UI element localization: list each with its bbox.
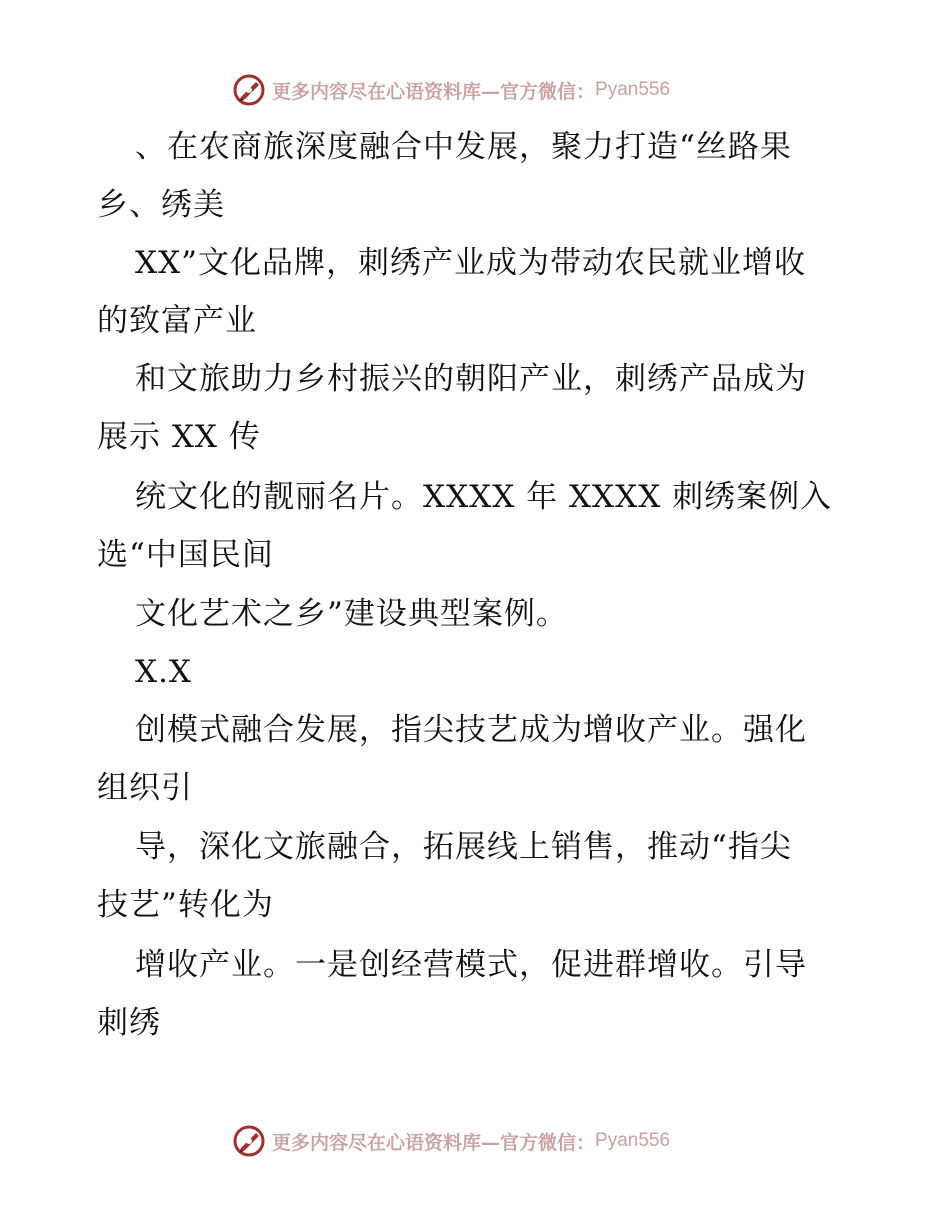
watermark-wechat-id: Pyan556 [595,1130,671,1151]
text-line: 文化艺术之乡”建设典型案例。 [135,596,568,632]
watermark-wechat-id: Pyan556 [595,79,671,100]
text-line: XX”文化品牌，刺绣产业成为带动农民就业增收 [135,245,806,281]
watermark-text: 更多内容尽在心语资料库—官方微信： [272,1131,596,1154]
text-line: 组织引 [97,770,193,806]
text-line: 增收产业。一是创经营模式，促进群增收。引导 [135,947,807,983]
text-line: 乡、绣美 [97,187,225,223]
text-line: 技艺”转化为 [97,887,274,923]
text-line: 创模式融合发展，指尖技艺成为增收产业。强化 [135,712,807,748]
watermark-text: 更多内容尽在心语资料库—官方微信： [272,80,596,103]
text-line: 和文旅助力乡村振兴的朝阳产业，刺绣产品成为 [135,361,807,397]
text-line: 的致富产业 [97,303,257,339]
logo-icon [232,1124,266,1158]
text-line: 统文化的靓丽名片。XXXX 年 XXXX 刺绣案例入 [135,479,833,515]
text-line: X.X [135,654,192,690]
text-line: 选“中国民间 [97,537,274,573]
text-line: 展示 XX 传 [97,419,261,455]
footer-watermark [232,1124,670,1158]
text-line: 刺绣 [97,1005,161,1041]
text-line: 导，深化文旅融合，拓展线上销售，推动“指尖 [135,829,792,865]
text-line: 、在农商旅深度融合中发展，聚力打造“丝路果 [135,129,792,165]
